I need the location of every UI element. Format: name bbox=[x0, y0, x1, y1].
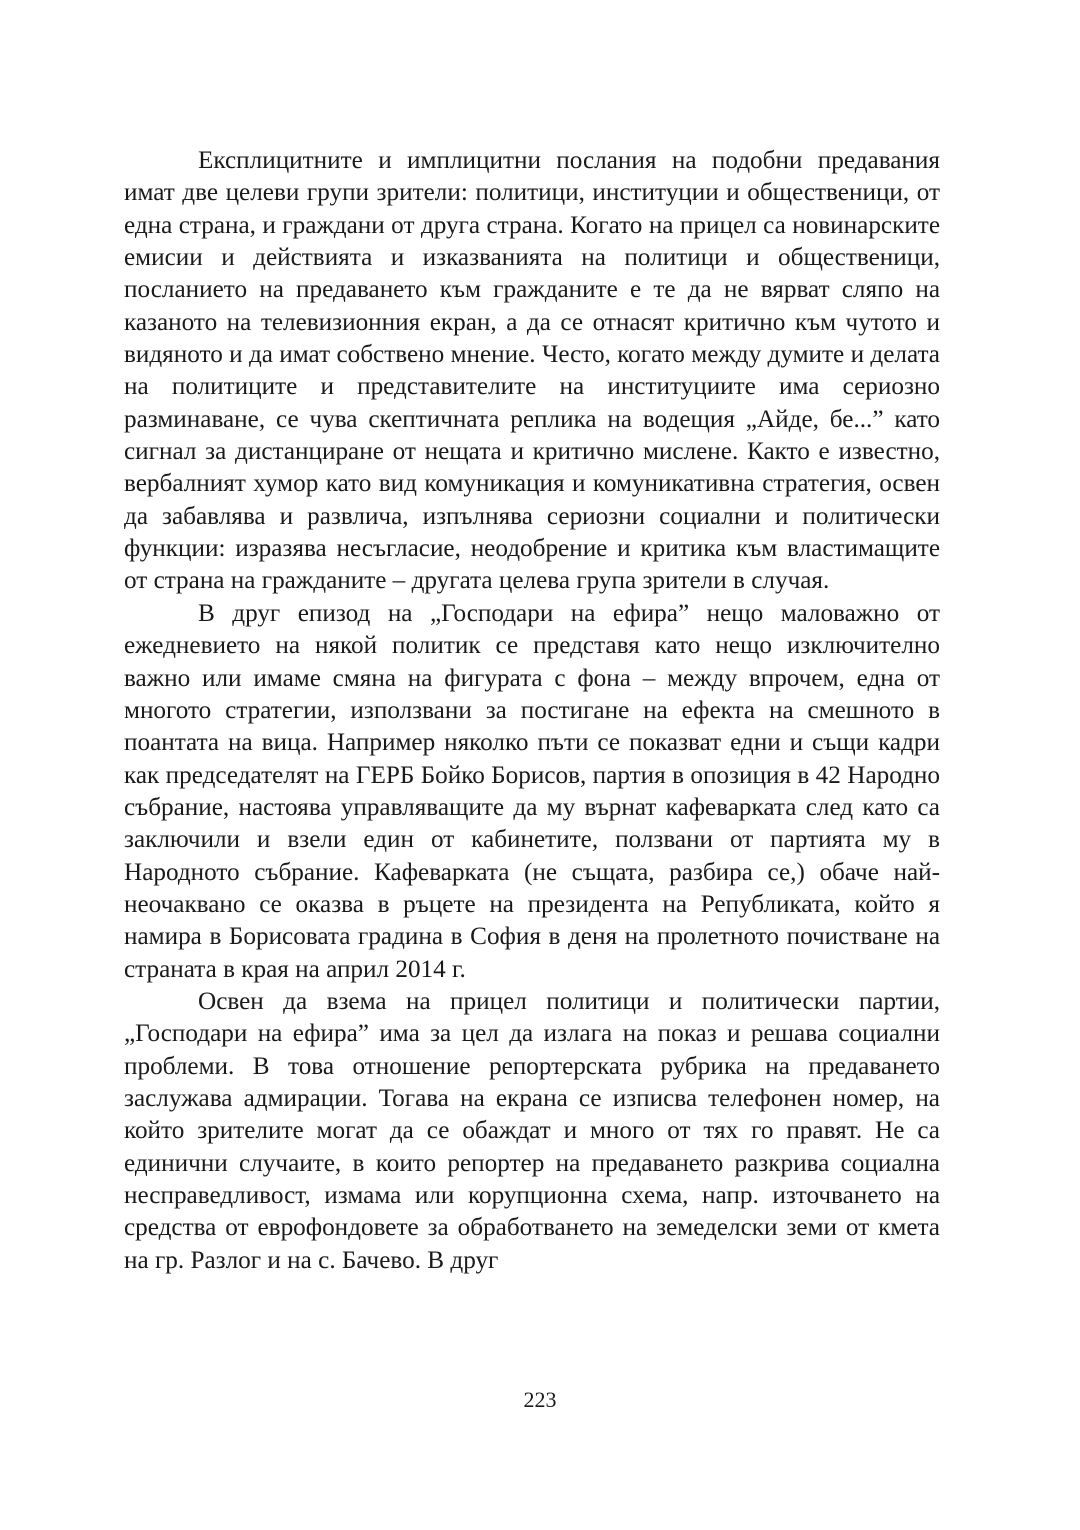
body-text bbox=[124, 145, 940, 1277]
page-number: 223 bbox=[523, 1387, 557, 1412]
paragraph-3: Освен да взема на прицел политици и политически партии, „Господари на ефира” има за цел да излага на показ и решава социални проблеми. В това отношение репортерската рубрика на предаването заслужава адмирации. Тогава на екрана се изписва телефонен номер, на който зрителите могат да се обаждат и много от тях го правят. Не са единични случаите, в които репортер на предаването разкрива социална несправедливост, измама или корупционна схема, напр. източването на средства от еврофондовете за обработването на земеделски земи от кмета на гр. Разлог и на с. Бачево. В друг bbox=[124, 987, 940, 1274]
paragraph-2: В друг епизод на „Господари на ефира” нещо маловажно от ежедневието на някой политик се представя като нещо изключително важно или имаме смяна на фигурата с фона – между впрочем, една от многото стратегии, използвани за постигане на ефекта на смешното в поантата на вица. Например няколко пъти се показват едни и същи кадри как председателят на ГЕРБ Бойко Борисов, партия в опозиция в 42 Народно събрание, настоява управляващите да му върнат кафеварката след като са заключили и взели един от кабинетите, ползвани от партията му в Народното събрание. Кафеварката (не същата, разбира се,) обаче най-неочаквано се оказва в ръцете на президента на Републиката, който я намира в Борисовата градина в София в деня на пролетното почистване на страната в края на април 2014 г. bbox=[124, 599, 940, 983]
paragraph-1: Експлицитните и имплицитни послания на подобни предавания имат две целеви групи зрители: политици, институции и общественици, от една страна, и граждани от друга страна. Когато на прицел са новинарските емисии и действията и изказванията на политици и общественици, посланието на предаването към гражданите е те да не вярват сляпо на казаното на телевизионния екран, а да се отнасят критично към чутото и видяното и да имат собствено мнение. Често, когато между думите и делата на политиците и представителите на институциите има сериозно разминаване, се чува скептичната реплика на водещия „Айде, бе...” като сигнал за дистанциране от нещата и критично мислене. Както е известно, вербалният хумор като вид комуникация и комуникативна стратегия, освен да забавлява и развлича, изпълнява сериозни социални и политически функции: изразява несъгласие, неодобрение и критика към властимащите от страна на гражданите – другата целева група зрители в случая. bbox=[124, 147, 940, 595]
